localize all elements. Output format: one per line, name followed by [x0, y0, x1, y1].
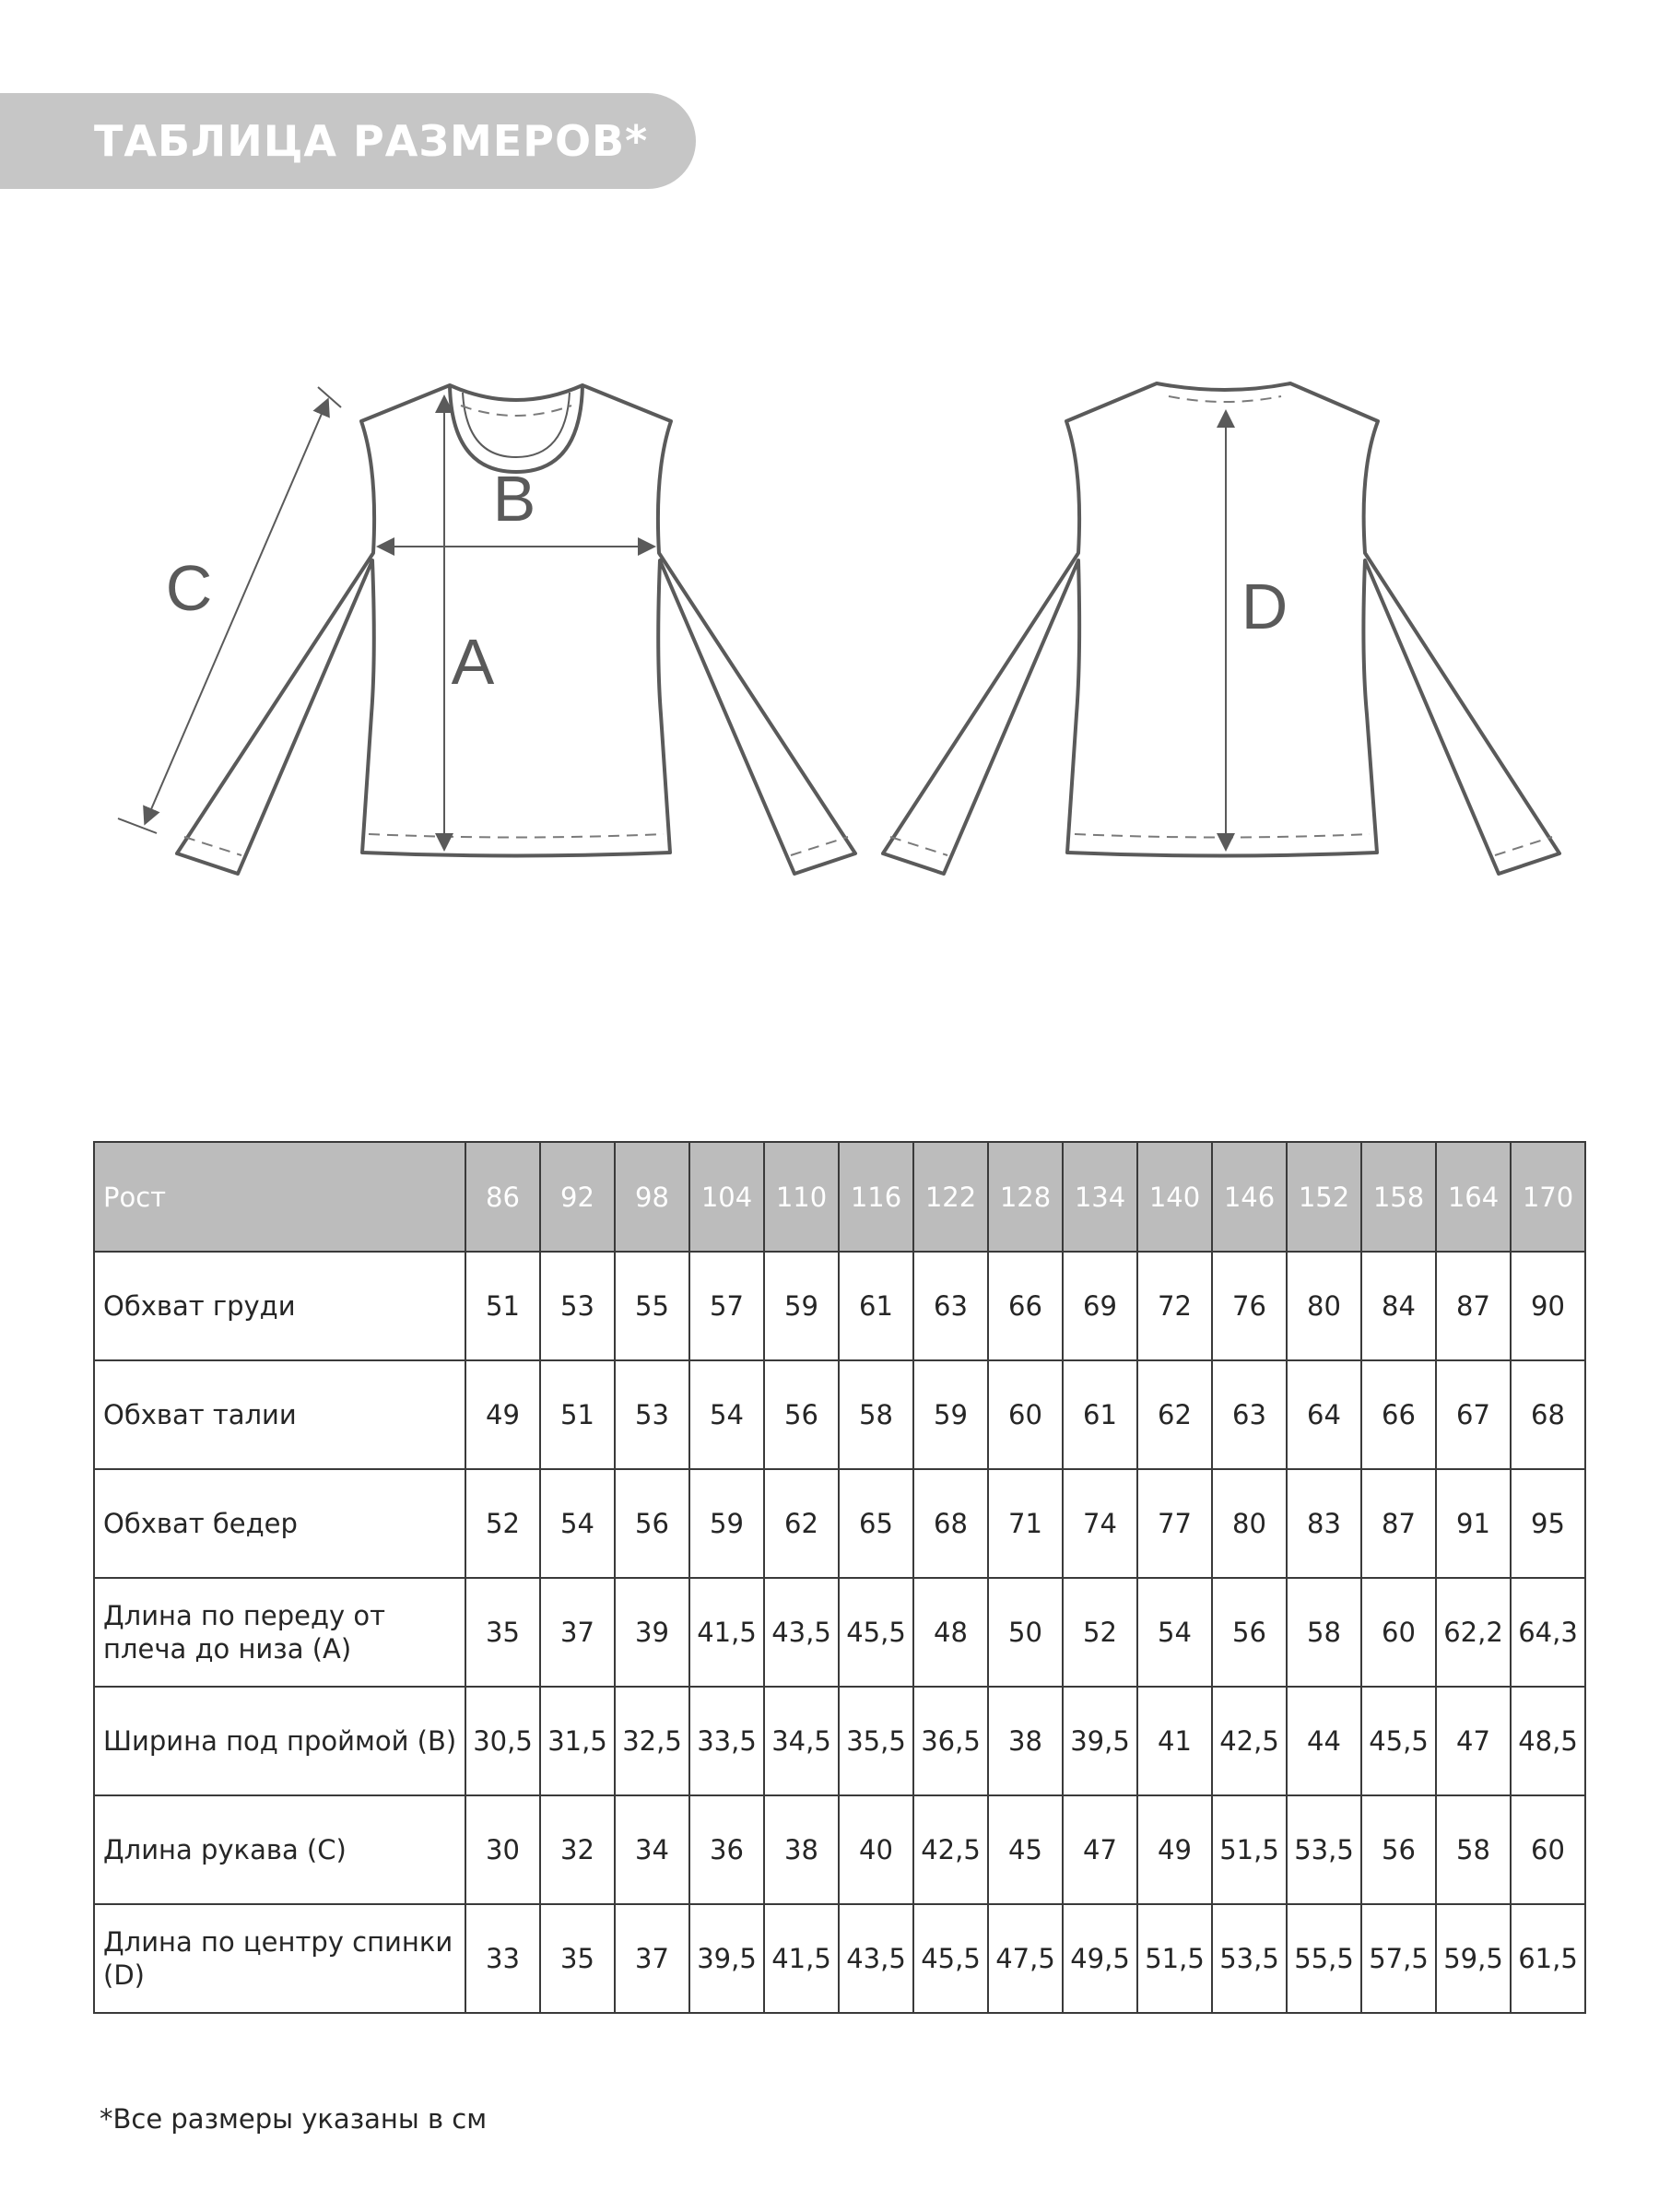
value-cell: 49 — [465, 1360, 540, 1469]
table-row — [94, 1578, 1585, 1687]
value-cell: 66 — [988, 1252, 1063, 1360]
page-title-banner — [0, 93, 696, 189]
value-cell: 54 — [1137, 1578, 1212, 1687]
value-cell: 45,5 — [839, 1578, 913, 1687]
value-cell: 77 — [1137, 1469, 1212, 1578]
value-cell: 62 — [764, 1469, 839, 1578]
value-cell: 95 — [1511, 1469, 1585, 1578]
value-cell: 84 — [1361, 1252, 1436, 1360]
size-header-cell: 104 — [689, 1142, 764, 1252]
value-cell: 80 — [1287, 1252, 1361, 1360]
value-cell: 30,5 — [465, 1687, 540, 1795]
value-cell: 33 — [465, 1904, 540, 2013]
value-cell: 39 — [615, 1578, 689, 1687]
value-cell: 61 — [839, 1252, 913, 1360]
value-cell: 54 — [540, 1469, 615, 1578]
size-header-cell: 98 — [615, 1142, 689, 1252]
value-cell: 83 — [1287, 1469, 1361, 1578]
value-cell: 49 — [1137, 1795, 1212, 1904]
value-cell: 51 — [540, 1360, 615, 1469]
value-cell: 33,5 — [689, 1687, 764, 1795]
size-header-cell: 152 — [1287, 1142, 1361, 1252]
value-cell: 60 — [1361, 1578, 1436, 1687]
value-cell: 55,5 — [1287, 1904, 1361, 2013]
value-cell: 53,5 — [1212, 1904, 1287, 2013]
value-cell: 64,3 — [1511, 1578, 1585, 1687]
value-cell: 51 — [465, 1252, 540, 1360]
value-cell: 42,5 — [1212, 1687, 1287, 1795]
value-cell: 45,5 — [913, 1904, 988, 2013]
back-view-shirt — [883, 383, 1559, 874]
value-cell: 80 — [1212, 1469, 1287, 1578]
size-header-cell: 164 — [1436, 1142, 1511, 1252]
value-cell: 35,5 — [839, 1687, 913, 1795]
value-cell: 56 — [764, 1360, 839, 1469]
size-header-cell: 116 — [839, 1142, 913, 1252]
value-cell: 66 — [1361, 1360, 1436, 1469]
value-cell: 41,5 — [764, 1904, 839, 2013]
value-cell: 61 — [1063, 1360, 1137, 1469]
value-cell: 47 — [1436, 1687, 1511, 1795]
value-cell: 60 — [1511, 1795, 1585, 1904]
label-d: D — [1241, 571, 1288, 642]
value-cell: 48 — [913, 1578, 988, 1687]
value-cell: 53 — [540, 1252, 615, 1360]
value-cell: 72 — [1137, 1252, 1212, 1360]
value-cell: 36 — [689, 1795, 764, 1904]
value-cell: 59,5 — [1436, 1904, 1511, 2013]
value-cell: 35 — [540, 1904, 615, 2013]
table-row — [94, 1795, 1585, 1904]
value-cell: 43,5 — [839, 1904, 913, 2013]
value-cell: 87 — [1436, 1252, 1511, 1360]
value-cell: 60 — [988, 1360, 1063, 1469]
value-cell: 68 — [1511, 1360, 1585, 1469]
value-cell: 36,5 — [913, 1687, 988, 1795]
value-cell: 56 — [615, 1469, 689, 1578]
value-cell: 45,5 — [1361, 1687, 1436, 1795]
value-cell: 67 — [1436, 1360, 1511, 1469]
value-cell: 53,5 — [1287, 1795, 1361, 1904]
value-cell: 37 — [540, 1578, 615, 1687]
value-cell: 68 — [913, 1469, 988, 1578]
size-header-cell: 128 — [988, 1142, 1063, 1252]
value-cell: 51,5 — [1137, 1904, 1212, 2013]
value-cell: 57 — [689, 1252, 764, 1360]
table-row — [94, 1360, 1585, 1469]
row-label-cell: Обхват груди — [94, 1252, 465, 1360]
value-cell: 65 — [839, 1469, 913, 1578]
page-title: ТАБЛИЦА РАЗМЕРОВ* — [94, 116, 649, 166]
value-cell: 52 — [1063, 1578, 1137, 1687]
value-cell: 59 — [764, 1252, 839, 1360]
value-cell: 62 — [1137, 1360, 1212, 1469]
value-cell: 51,5 — [1212, 1795, 1287, 1904]
value-cell: 30 — [465, 1795, 540, 1904]
row-label-cell: Длина по центру спинки (D) — [94, 1904, 465, 2013]
table-header-row — [94, 1142, 1585, 1252]
label-a: A — [451, 626, 495, 698]
front-view-shirt — [177, 385, 855, 874]
value-cell: 87 — [1361, 1469, 1436, 1578]
value-cell: 56 — [1212, 1578, 1287, 1687]
value-cell: 38 — [764, 1795, 839, 1904]
value-cell: 64 — [1287, 1360, 1361, 1469]
size-header-cell: 146 — [1212, 1142, 1287, 1252]
size-header-cell: 92 — [540, 1142, 615, 1252]
value-cell: 49,5 — [1063, 1904, 1137, 2013]
value-cell: 38 — [988, 1687, 1063, 1795]
size-header-cell: 134 — [1063, 1142, 1137, 1252]
value-cell: 34,5 — [764, 1687, 839, 1795]
value-cell: 35 — [465, 1578, 540, 1687]
row-label-cell: Длина рукава (C) — [94, 1795, 465, 1904]
value-cell: 55 — [615, 1252, 689, 1360]
row-label-cell: Обхват бедер — [94, 1469, 465, 1578]
value-cell: 48,5 — [1511, 1687, 1585, 1795]
value-cell: 56 — [1361, 1795, 1436, 1904]
value-cell: 42,5 — [913, 1795, 988, 1904]
size-header-cell: 170 — [1511, 1142, 1585, 1252]
value-cell: 91 — [1436, 1469, 1511, 1578]
value-cell: 37 — [615, 1904, 689, 2013]
table-row — [94, 1469, 1585, 1578]
garment-diagram — [0, 350, 1659, 885]
value-cell: 39,5 — [1063, 1687, 1137, 1795]
row-label-cell: Длина по переду от плеча до низа (A) — [94, 1578, 465, 1687]
value-cell: 34 — [615, 1795, 689, 1904]
value-cell: 44 — [1287, 1687, 1361, 1795]
value-cell: 41,5 — [689, 1578, 764, 1687]
value-cell: 58 — [1436, 1795, 1511, 1904]
value-cell: 90 — [1511, 1252, 1585, 1360]
value-cell: 58 — [1287, 1578, 1361, 1687]
value-cell: 62,2 — [1436, 1578, 1511, 1687]
size-header-cell: 110 — [764, 1142, 839, 1252]
value-cell: 45 — [988, 1795, 1063, 1904]
header-label-cell: Рост — [94, 1142, 465, 1252]
value-cell: 54 — [689, 1360, 764, 1469]
value-cell: 32 — [540, 1795, 615, 1904]
value-cell: 32,5 — [615, 1687, 689, 1795]
label-c: C — [165, 552, 213, 624]
value-cell: 57,5 — [1361, 1904, 1436, 2013]
table-row — [94, 1252, 1585, 1360]
value-cell: 47,5 — [988, 1904, 1063, 2013]
value-cell: 39,5 — [689, 1904, 764, 2013]
value-cell: 59 — [913, 1360, 988, 1469]
footnote: *Все размеры указаны в см — [100, 2103, 488, 2135]
value-cell: 40 — [839, 1795, 913, 1904]
size-header-cell: 122 — [913, 1142, 988, 1252]
value-cell: 71 — [988, 1469, 1063, 1578]
back-view-stitches — [890, 396, 1552, 855]
value-cell: 61,5 — [1511, 1904, 1585, 2013]
size-header-cell: 158 — [1361, 1142, 1436, 1252]
label-b: B — [492, 463, 536, 535]
value-cell: 52 — [465, 1469, 540, 1578]
value-cell: 74 — [1063, 1469, 1137, 1578]
row-label-cell: Обхват талии — [94, 1360, 465, 1469]
size-header-cell: 86 — [465, 1142, 540, 1252]
value-cell: 41 — [1137, 1687, 1212, 1795]
value-cell: 63 — [1212, 1360, 1287, 1469]
value-cell: 53 — [615, 1360, 689, 1469]
value-cell: 31,5 — [540, 1687, 615, 1795]
value-cell: 69 — [1063, 1252, 1137, 1360]
row-label-cell: Ширина под проймой (B) — [94, 1687, 465, 1795]
size-table — [93, 1141, 1586, 2014]
value-cell: 47 — [1063, 1795, 1137, 1904]
value-cell: 43,5 — [764, 1578, 839, 1687]
table-row — [94, 1904, 1585, 2013]
value-cell: 59 — [689, 1469, 764, 1578]
value-cell: 50 — [988, 1578, 1063, 1687]
value-cell: 76 — [1212, 1252, 1287, 1360]
value-cell: 58 — [839, 1360, 913, 1469]
value-cell: 63 — [913, 1252, 988, 1360]
size-header-cell: 140 — [1137, 1142, 1212, 1252]
table-row — [94, 1687, 1585, 1795]
